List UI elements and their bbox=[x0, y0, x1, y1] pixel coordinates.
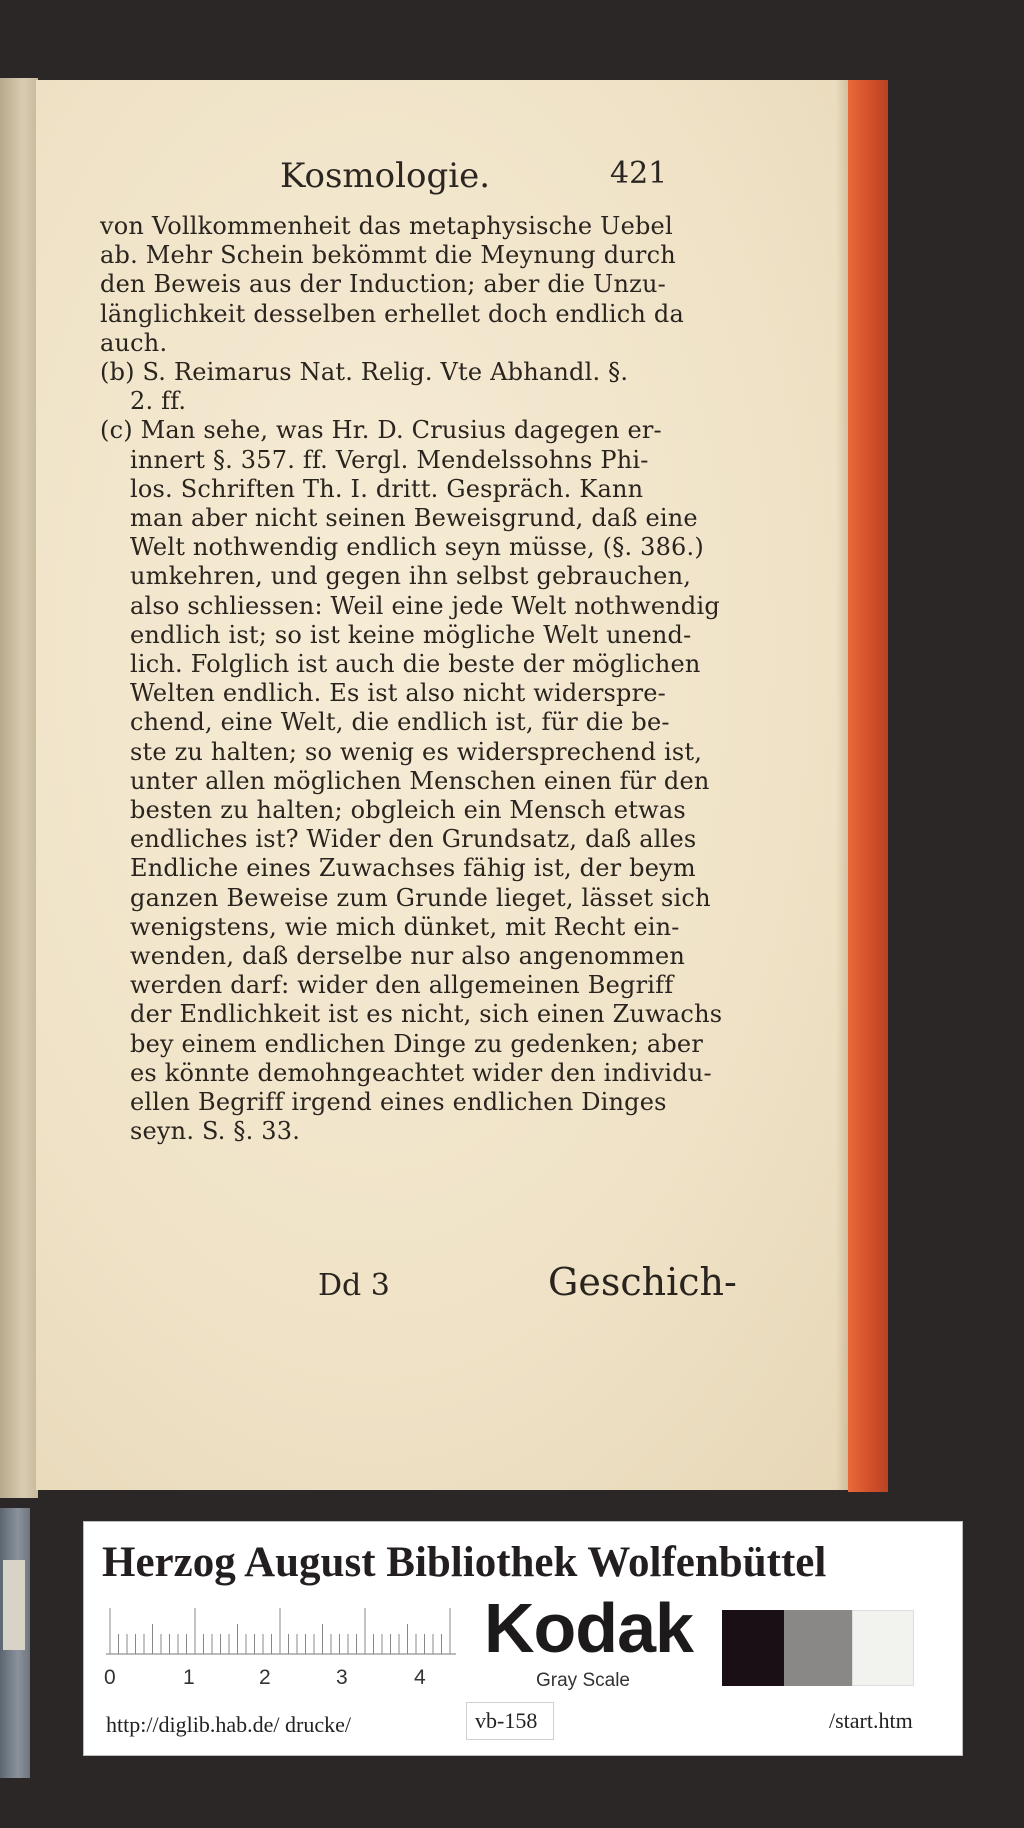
text-line: Endliche eines Zuwachses fähig ist, der beym bbox=[130, 854, 696, 883]
text-line: den Beweis aus der Induction; aber die Unzu- bbox=[100, 270, 666, 299]
text-line: ellen Begriff irgend eines endlichen Dinges bbox=[130, 1088, 667, 1117]
gray-scale-label: Gray Scale bbox=[536, 1670, 630, 1691]
text-line: also schliessen: Weil eine jede Welt nothwendig bbox=[130, 591, 720, 620]
text-line: ste zu halten; so wenig es widersprechend ist, bbox=[130, 737, 703, 766]
ruler-digit: 2 bbox=[259, 1666, 271, 1689]
text-line: auch. bbox=[100, 328, 168, 357]
page-number: 421 bbox=[610, 156, 668, 191]
text-line: länglichkeit desselben erhellet doch endlich da bbox=[100, 299, 684, 328]
left-page-edge bbox=[0, 78, 38, 1498]
ruler-digit: 0 bbox=[104, 1666, 116, 1689]
signature-mark: Dd 3 bbox=[318, 1268, 390, 1303]
text-line: umkehren, und gegen ihn selbst gebrauchen, bbox=[130, 562, 692, 591]
text-line: chend, eine Welt, die endlich ist, für die be- bbox=[130, 708, 670, 737]
kodak-logo-text: Kodak bbox=[484, 1589, 693, 1667]
text-line: bey einem endlichen Dinge zu gedenken; aber bbox=[130, 1029, 703, 1058]
text-line: Welten endlich. Es ist also nicht widerspre- bbox=[130, 679, 666, 708]
url-shelfmark: vb-158 bbox=[466, 1702, 554, 1740]
footnote-c-line: (c) Man sehe, was Hr. D. Crusius dagegen er- bbox=[100, 416, 662, 445]
catchword: Geschich- bbox=[548, 1260, 737, 1304]
text-line: lich. Folglich ist auch die beste der möglichen bbox=[130, 650, 701, 679]
text-line: man aber nicht seinen Beweisgrund, daß eine bbox=[130, 504, 698, 533]
text-line: besten zu halten; obgleich ein Mensch etwas bbox=[130, 796, 686, 825]
color-target-card bbox=[83, 1521, 963, 1756]
text-line: ganzen Beweise zum Grunde lieget, lässet sich bbox=[130, 883, 711, 912]
gray-patch-black bbox=[722, 1610, 784, 1686]
text-line: innert §. 357. ff. Vergl. Mendelssohns Phi- bbox=[130, 445, 649, 474]
text-line: 2. ff. bbox=[130, 387, 187, 416]
text-line: ab. Mehr Schein bekömmt die Meynung durch bbox=[100, 241, 676, 270]
text-line: wenigstens, wie mich dünket, mit Recht ein- bbox=[130, 912, 680, 941]
body-text bbox=[100, 212, 723, 1147]
text-line: der Endlichkeit ist es nicht, sich einen Zuwachs bbox=[130, 1000, 723, 1029]
text-line: endlich ist; so ist keine mögliche Welt unend- bbox=[130, 620, 692, 649]
url-suffix: /start.htm bbox=[829, 1708, 913, 1733]
scale-ruler bbox=[106, 1607, 456, 1655]
text-line: von Vollkommenheit das metaphysische Uebel bbox=[100, 212, 673, 240]
running-head: Kosmologie. bbox=[280, 156, 491, 196]
ruler-digit: 1 bbox=[183, 1666, 195, 1689]
ruler-digit: 3 bbox=[336, 1666, 348, 1689]
url-prefix: http://diglib.hab.de/ drucke/ bbox=[106, 1712, 352, 1737]
text-line: seyn. S. §. 33. bbox=[130, 1117, 301, 1146]
page-red-edge bbox=[848, 80, 888, 1492]
text-line: unter allen möglichen Menschen einen für den bbox=[130, 766, 710, 795]
text-line: es könnte demohngeachtet wider den individu- bbox=[130, 1058, 712, 1087]
text-line: los. Schriften Th. I. dritt. Gespräch. Kann bbox=[130, 474, 644, 503]
text-line: Welt nothwendig endlich seyn müsse, (§. 386.) bbox=[130, 533, 704, 562]
text-line: wenden, daß derselbe nur also angenommen bbox=[130, 942, 686, 971]
gray-patch-white bbox=[852, 1610, 914, 1686]
footnote-b-line: (b) S. Reimarus Nat. Relig. Vte Abhandl. §. bbox=[100, 358, 629, 387]
ruler-digit: 4 bbox=[414, 1666, 426, 1689]
spine-label bbox=[3, 1560, 25, 1650]
text-line: werden darf: wider den allgemeinen Begriff bbox=[130, 971, 674, 1000]
gray-patch-mid bbox=[784, 1610, 852, 1686]
text-line: endliches ist? Wider den Grundsatz, daß alles bbox=[130, 825, 697, 854]
library-name: Herzog August Bibliothek Wolfenbüttel bbox=[102, 1539, 827, 1586]
